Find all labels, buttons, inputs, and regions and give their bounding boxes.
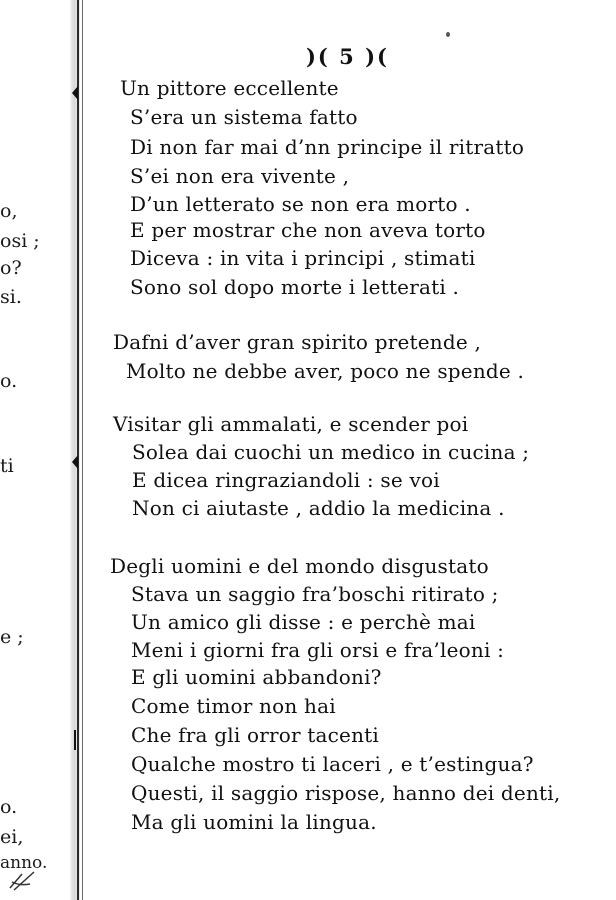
verse-line: Solea dai cuochi un medico in cucina ; [132,440,530,464]
page-number-header: )( 5 )( [306,44,389,69]
verse-line: Dafni d’aver gran spirito pretende , [113,330,482,354]
verse-line: D’un letterato se non era morto . [130,192,471,216]
left-fragment-text: o, [0,200,18,222]
verse-line: Qualche mostro ti laceri , e t’estingua? [131,752,534,776]
verse-line: S’ei non era vivente , [130,164,350,188]
verse-line: Non ci aiutaste , addio la medicina . [132,496,505,520]
left-fragment-text: e ; [0,626,24,648]
verse-line: Molto ne debbe aver, poco ne spende . [126,359,525,383]
verse-line: Ma gli uomini la lingua. [131,810,377,834]
verse-line: E per mostrar che non aveva torto [130,218,486,242]
verse-line: Sono sol dopo morte i letterati . [130,275,460,299]
pencil-mark-icon [8,868,38,892]
left-page-fragment [0,0,72,900]
verse-line: Che fra gli orror tacenti [131,723,380,747]
ink-speck [446,32,450,37]
binding-mark [74,730,76,750]
left-fragment-text: o. [0,370,18,392]
verse-line: Meni i giorni fra gli orsi e fra’leoni : [131,638,505,662]
left-fragment-text: anno. [0,853,48,873]
verse-line: Visitar gli ammalati, e scender poi [113,412,469,436]
binding-mark [72,455,78,469]
left-fragment-text: si. [0,286,22,308]
left-fragment-text: ti [0,455,14,477]
verse-line: E dicea ringraziandoli : se voi [132,468,440,492]
binding-line [77,0,79,900]
verse-line: Questi, il saggio rispose, hanno dei denti, [131,781,561,805]
verse-line: Un amico gli disse : e perchè mai [131,610,476,634]
verse-line: Un pittore eccellente [120,76,339,100]
verse-line: Come timor non hai [131,694,336,718]
left-fragment-text: o. [0,796,18,818]
verse-line: E gli uomini abbandoni? [131,665,382,689]
left-fragment-text: ei, [0,826,24,848]
verse-line: Stava un saggio fra’boschi ritirato ; [131,582,499,606]
verse-line: Degli uomini e del mondo disgustato [110,554,489,578]
left-fragment-text: osi ; [0,230,40,252]
left-fragment-text: o? [0,257,22,279]
verse-line: Di non far mai d’nn principe il ritratto [130,135,525,159]
verse-line: Diceva : in vita i principi , stimati [130,246,476,270]
binding-mark [72,86,78,100]
verse-line: S’era un sistema fatto [130,105,358,129]
binding-line-thin [82,0,83,900]
